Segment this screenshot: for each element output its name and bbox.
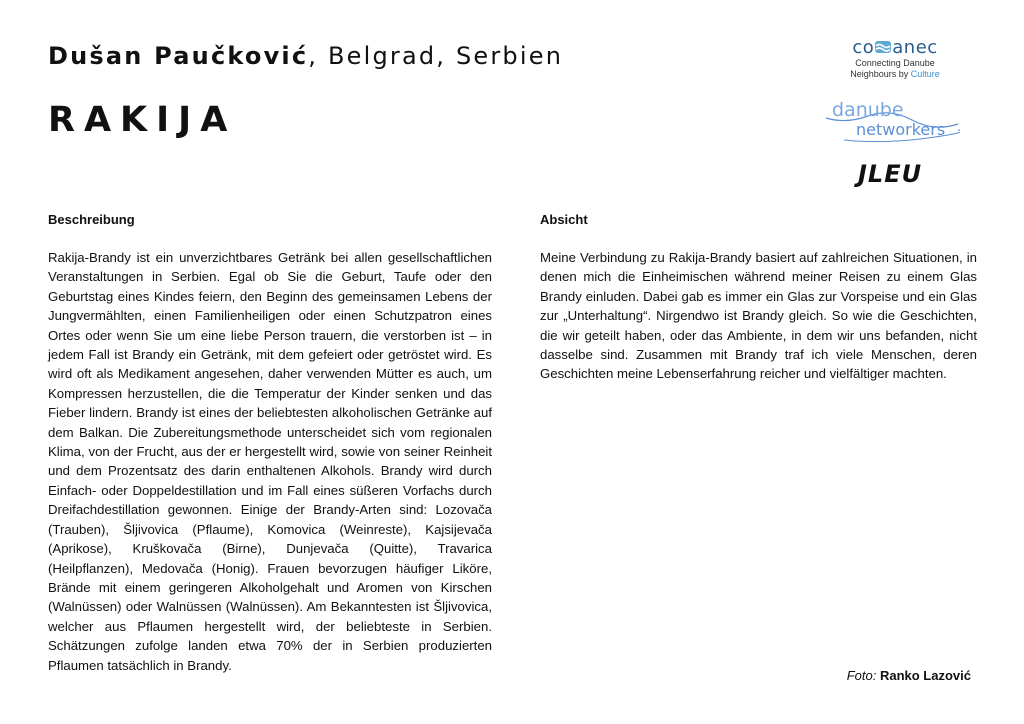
covanec-tagline-1: Connecting Danube <box>855 58 935 68</box>
covanec-wordmark: co anec <box>852 37 938 58</box>
absicht-heading: Absicht <box>540 212 588 227</box>
covanec-logo <box>840 38 950 80</box>
networkers-word: networkers <box>856 120 946 139</box>
beschreibung-heading: Beschreibung <box>48 212 135 227</box>
photo-credit-name: Ranko Lazović <box>879 668 971 683</box>
author-location: , Belgrad, Serbien <box>308 42 564 70</box>
jleu-logo: JLEU <box>858 160 923 188</box>
author-line <box>48 42 563 70</box>
partner-logos <box>820 38 960 198</box>
beschreibung-text: Rakija-Brandy ist ein unverzichtbares Getränk bei allen gesellschaftlichen Veranstaltungen in Serbien. Egal ob Sie die Geburt, Taufe oder den Geburtstag eines Kindes feiern, den Beginn des gemeinsamen Lebens der Jungvermählten, einen Familienheiligen oder einen Schutzpatron eines Ortes oder wenn Sie um eine liebe Person trauern, die verstorben ist – in jedem Fall ist Brandy ein Getränk, mit dem gefeiert oder getröstet wird. Es wird oft als Medikament angesehen, daher verwenden Mütter es auch, um Kompressen herzustellen, die die Temperatur der Kinder senken und das Fieber lindern. Brandy ist eines der beliebtesten alkoholischen Getränke auf dem Balkan. Die Zubereitungsmethode unterscheidet sich vom regionalen Klima, von der Frucht, aus der er hergestellt wird, sowie von seiner Reinheit und dem Prozentsatz des darin enthaltenen Alkohols. Brandy wird durch Einfach- oder Doppeldestillation und im Fall eines süßeren Vorfachs durch Dreifachdestillation gewonnen. Einige der Brandy-Arten sind: Lozovača (Trauben), Šljivovica (Pflaume), Komovica (Weinreste), Kajsijevača (Aprikose), Kruškovača (Birne), Dunjevača (Quitte), Travarica (Heilpflanzen), Medovača (Honig). Frauen bevorzugen häufiger Liköre, Brände mit einem geringeren Alkoholgehalt und Aromen von Kirschen (Walnüssen) oder Walnüssen (Walnüssen). Am Bekanntesten ist Šljivovica, welcher aus Pflaumen hergestellt wird, der beliebteste in Serbien. Schätzungen zufolge landen etwa 70% der in Serbien produzierten Pflaumen tatsächlich in Brandy. <box>48 250 492 673</box>
wave-icon <box>874 40 892 54</box>
danube-networkers-logo <box>824 100 960 144</box>
page-title: RAKIJA <box>48 100 237 140</box>
absicht-text: Meine Verbindung zu Rakija-Brandy basiert auf zahlreichen Situationen, in denen mich die Einheimischen während meiner Reisen zu einem Glas Brandy einluden. Dabei gab es immer ein Glas zur Vorspeise und ein Glas zur „Unterhaltung“. Nirgendwo ist Brandy gleich. So wie die Geschichten, die wir geteilt haben, oder das Ambiente, in dem wir uns befanden, nicht dasselbe sind. Zusammen mit Brandy traf ich viele Menschen, deren Geschichten meine Lebenserfahrung reicher und vielfältiger machten. <box>540 250 977 382</box>
covanec-tagline-2: Neighbours by Culture <box>850 69 940 79</box>
danube-word: danube <box>832 100 904 121</box>
photo-credit-label: Foto: <box>846 668 877 683</box>
author-name: Dušan Paučković <box>48 42 309 70</box>
photo-credit <box>847 668 971 683</box>
